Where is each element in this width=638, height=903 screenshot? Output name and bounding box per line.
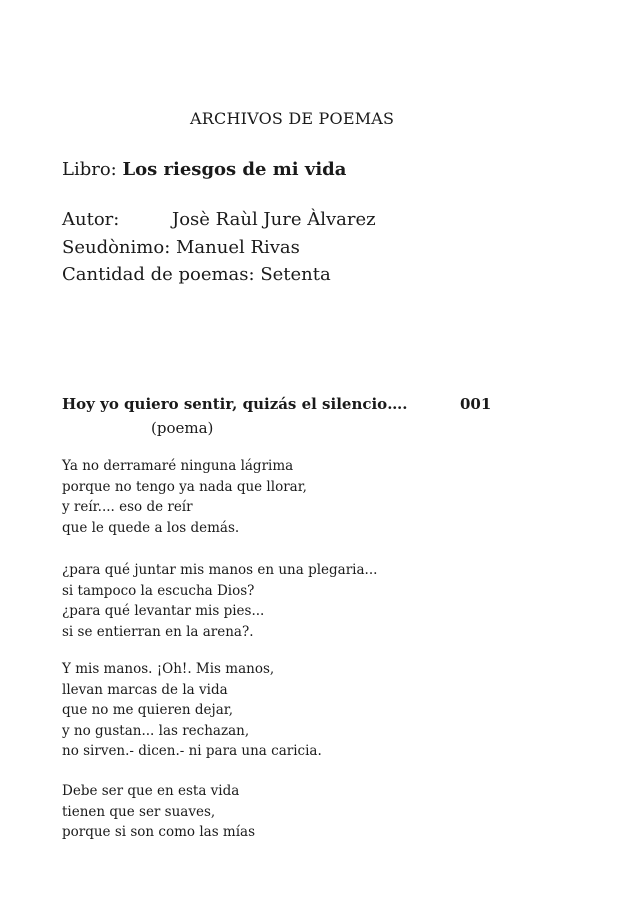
- document-title: ARCHIVOS DE POEMAS: [190, 109, 395, 128]
- poem-line: porque si son como las mías: [62, 824, 256, 840]
- pseudonym-line: Seudònimo: Manuel Rivas: [62, 237, 300, 258]
- stanza: [62, 781, 255, 843]
- poem-line: Y mis manos. ¡Oh!. Mis manos,: [62, 661, 275, 677]
- poem-subtitle: (poema): [151, 419, 214, 437]
- author-label: Autor:: [62, 209, 120, 230]
- poem-line: que le quede a los demás.: [62, 519, 240, 536]
- stanza: [62, 456, 307, 538]
- poem-count-line: Cantidad de poemas: Setenta: [62, 264, 331, 285]
- poem-line: tienen que ser suaves,: [62, 803, 216, 820]
- poem-line: si se entierran en la arena?.: [62, 623, 254, 640]
- poem-line: ¿para qué levantar mis pies...: [62, 603, 265, 619]
- poem-line: que no me quieren dejar,: [62, 702, 234, 718]
- poem-line: y no gustan... las rechazan,: [62, 722, 250, 739]
- book-label: Libro:: [62, 159, 123, 180]
- poem-line: Debe ser que en esta vida: [62, 783, 240, 799]
- stanza: [62, 659, 322, 762]
- author-line: [62, 209, 376, 231]
- stanza: [62, 560, 377, 642]
- poem-line: y reír.... eso de reír: [62, 499, 193, 515]
- poem-title: Hoy yo quiero sentir, quizás el silencio….: [62, 395, 408, 413]
- poem-line: Ya no derramaré ninguna lágrima: [62, 458, 294, 474]
- poem-line: si tampoco la escucha Dios?: [62, 582, 255, 599]
- book-line: [62, 159, 346, 181]
- book-title: Los riesgos de mi vida: [122, 159, 347, 180]
- poem-line: llevan marcas de la vida: [62, 681, 228, 698]
- poem-line: ¿para qué juntar mis manos en una plegaria...: [62, 562, 378, 578]
- author-name: Josè Raùl Jure Àlvarez: [172, 209, 376, 230]
- poem-number: 001: [460, 395, 492, 413]
- poem-line: porque no tengo ya nada que llorar,: [62, 478, 307, 495]
- poem-line: no sirven.- dicen.- ni para una caricia.: [62, 743, 322, 759]
